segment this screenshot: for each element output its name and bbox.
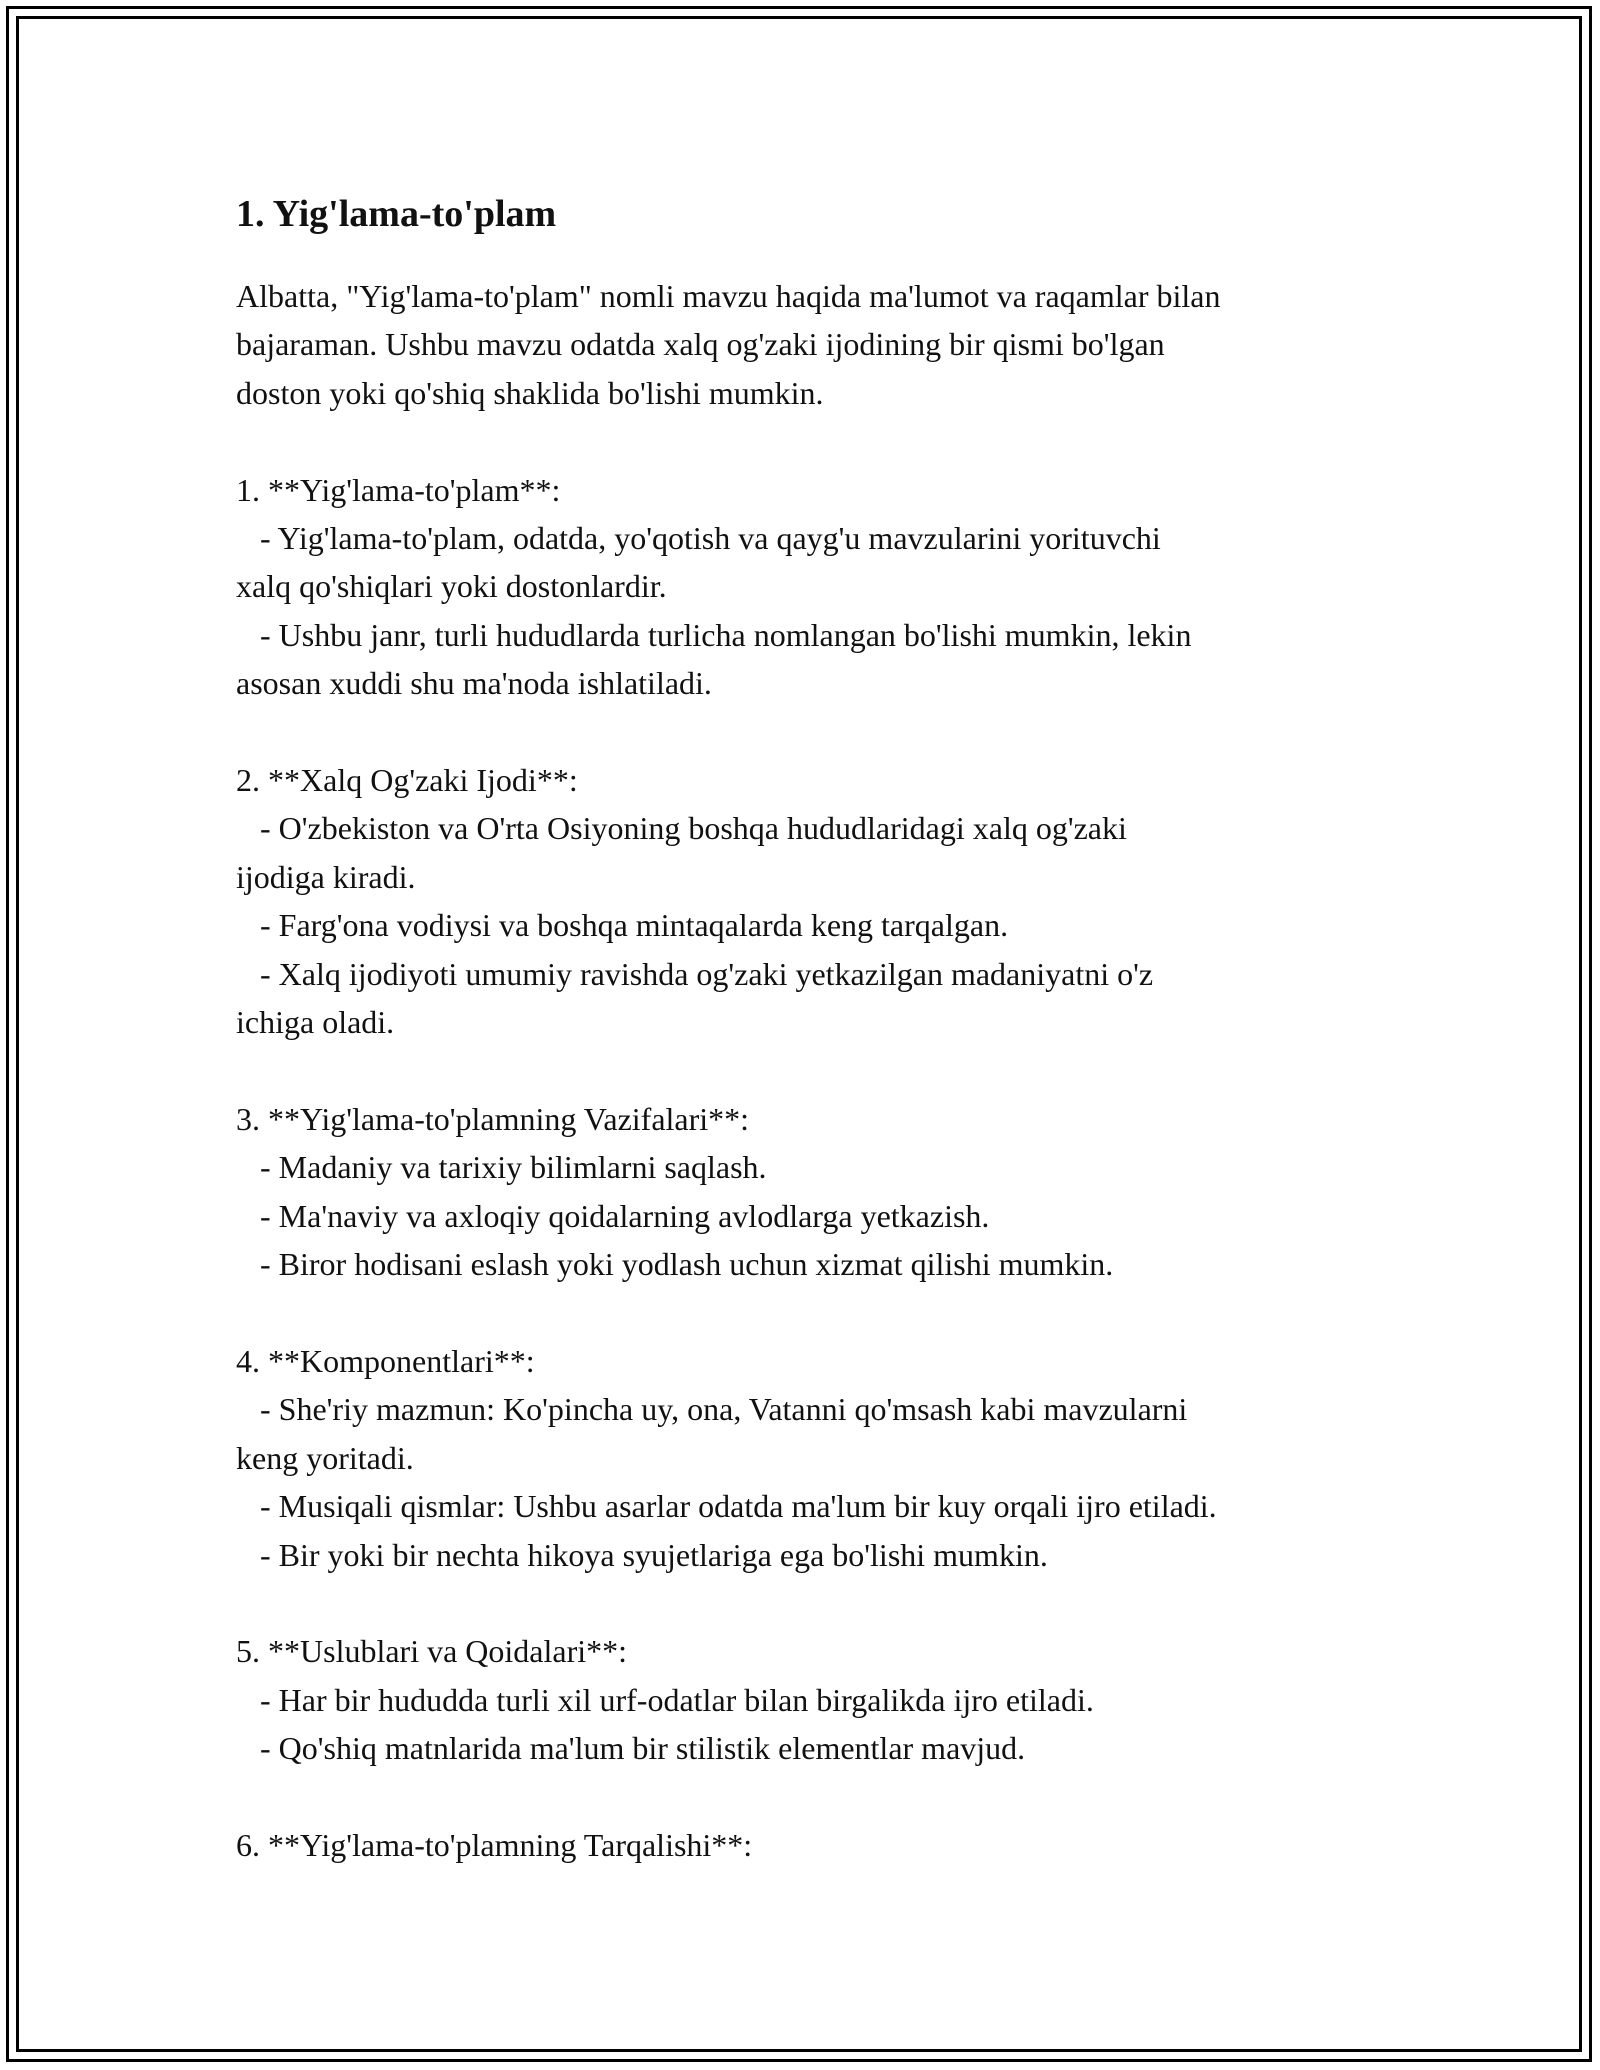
document-heading: 1. Yig'lama-to'plam [236,193,557,235]
document-content [236,180,1376,1869]
document-body: Albatta, "Yig'lama-to'plam" nomli mavzu haqida ma'lumot va raqamlar bilan bajaraman. Ushbu mavzu odatda xalq og'zaki ijodining bir qismi bo'lgan doston yoki qo'shiq shaklida bo'lishi mumkin. 1. **Yig'lama-to'plam**: - Yig'lama-to'plam, odatda, yo'qotish va qayg'u mavzularini yorituvchi xalq qo'shiqlari yoki dostonlardir. - Ushbu janr, turli hududlarda turlicha nomlangan bo'lishi mumkin, lekin asosan xuddi shu ma'noda ishlatiladi. 2. **Xalq Og'zaki Ijodi**: - O'zbekiston va O'rta Osiyoning boshqa hududlaridagi xalq og'zaki ijodiga kiradi. - Farg'ona vodiysi va boshqa mintaqalarda keng tarqalgan. - Xalq ijodiyoti umumiy ravishda og'zaki yetkazilgan madaniyatni o'z ichiga oladi. 3. **Yig'lama-to'plamning Vazifalari**: - Madaniy va tarixiy bilimlarni saqlash. - Ma'naviy va axloqiy qoidalarning avlodlarga yetkazish. - Biror hodisani eslash yoki yodlash uchun xizmat qilishi mumkin. 4. **Komponentlari**: - She'riy mazmun: Ko'pincha uy, ona, Vatanni qo'msash kabi mavzularni keng yoritadi. - Musiqali qismlar: Ushbu asarlar odatda ma'lum bir kuy orqali ijro etiladi. - Bir yoki bir nechta hikoya syujetlariga ega bo'lishi mumkin. 5. **Uslublari va Qoidalari**: - Har bir hududda turli xil urf-odatlar bilan birgalikda ijro etiladi. - Qo'shiq matnlarida ma'lum bir stilistik elementlar mavjud. 6. **Yig'lama-to'plamning Tarqalishi**: [236,278,1221,1863]
